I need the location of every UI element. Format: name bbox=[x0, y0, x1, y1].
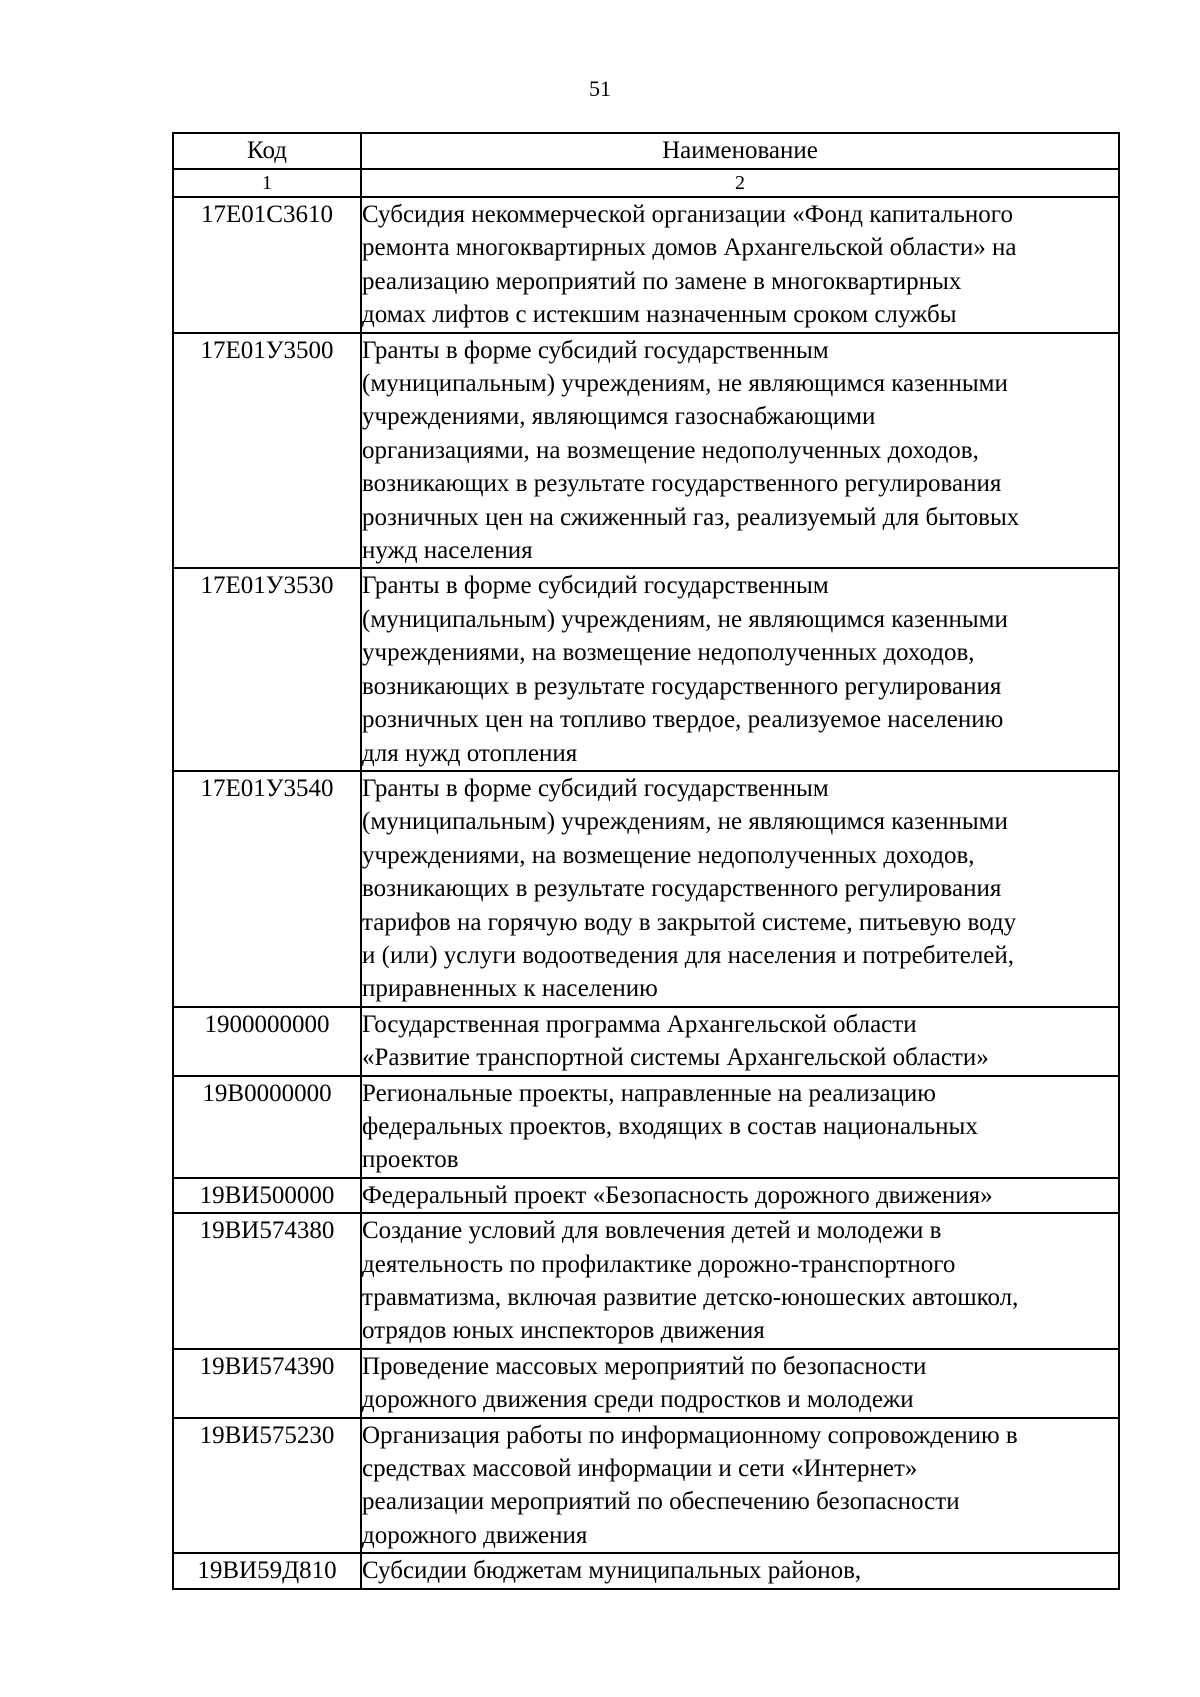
header-name: Наименование bbox=[361, 133, 1119, 169]
row-name-line: учреждениями, на возмещение недополученных доходов, bbox=[362, 639, 975, 667]
row-name bbox=[361, 1213, 1119, 1349]
column-number-row bbox=[173, 169, 1119, 197]
row-name-line: учреждениями, являющимся газоснабжающими bbox=[362, 403, 876, 431]
row-name-line: реализации мероприятий по обеспечению безопасности bbox=[362, 1488, 960, 1516]
row-name-line: отрядов юных инспекторов движения bbox=[362, 1317, 765, 1345]
row-name-line: деятельность по профилактике дорожно-транспортного bbox=[362, 1250, 956, 1278]
table-row bbox=[173, 197, 1119, 333]
row-code: 19ВИ574380 bbox=[173, 1213, 361, 1349]
row-name-line: средствах массовой информации и сети «Интернет» bbox=[362, 1455, 918, 1483]
table-row bbox=[173, 1418, 1119, 1554]
table-row bbox=[173, 771, 1119, 1007]
row-name-line: Федеральный проект «Безопасность дорожного движения» bbox=[362, 1181, 993, 1209]
row-name-line: «Развитие транспортной системы Архангельской области» bbox=[362, 1044, 989, 1072]
row-name bbox=[361, 1418, 1119, 1554]
row-code: 19ВИ575230 bbox=[173, 1418, 361, 1554]
row-name-line: приравненных к населению bbox=[362, 975, 658, 1003]
row-name bbox=[361, 1007, 1119, 1076]
column-number-code: 1 bbox=[173, 169, 361, 197]
row-name-line: реализацию мероприятий по замене в многоквартирных bbox=[362, 267, 962, 295]
row-name-line: тарифов на горячую воду в закрытой системе, питьевую воду bbox=[362, 908, 1017, 936]
page-number: 51 bbox=[589, 76, 611, 101]
row-name bbox=[361, 568, 1119, 770]
row-name-line: розничных цен на топливо твердое, реализуемое населению bbox=[362, 706, 1004, 734]
column-number-name: 2 bbox=[361, 169, 1119, 197]
row-code: 17Е01У3500 bbox=[173, 333, 361, 569]
row-name-line: для нужд отопления bbox=[362, 739, 578, 767]
table-row bbox=[173, 333, 1119, 569]
row-code: 19ВИ574390 bbox=[173, 1349, 361, 1418]
row-name-line: учреждениями, на возмещение недополученных доходов, bbox=[362, 841, 975, 869]
row-name bbox=[361, 197, 1119, 333]
row-name-line: и (или) услуги водоотведения для населения и потребителей, bbox=[362, 941, 1015, 969]
row-name bbox=[361, 771, 1119, 1007]
row-name-line: проектов bbox=[362, 1146, 459, 1174]
row-name-line: дорожного движения bbox=[362, 1521, 588, 1549]
row-name-line: возникающих в результате государственного регулирования bbox=[362, 672, 1002, 700]
row-name-line: дорожного движения среди подростков и молодежи bbox=[362, 1386, 914, 1414]
row-name-line: Гранты в форме субсидий государственным bbox=[362, 572, 829, 600]
row-code: 19В0000000 bbox=[173, 1076, 361, 1178]
row-name-line: (муниципальным) учреждениям, не являющимся казенными bbox=[362, 605, 1008, 633]
row-name-line: нужд населения bbox=[362, 537, 533, 565]
row-code: 19ВИ500000 bbox=[173, 1178, 361, 1213]
row-name bbox=[361, 1076, 1119, 1178]
row-name-line: Гранты в форме субсидий государственным bbox=[362, 336, 829, 364]
table-row bbox=[173, 1007, 1119, 1076]
row-name-line: организациями, на возмещение недополученных доходов, bbox=[362, 436, 979, 464]
row-name-line: Проведение массовых мероприятий по безопасности bbox=[362, 1352, 927, 1380]
row-name-line: федеральных проектов, входящих в состав национальных bbox=[362, 1112, 978, 1140]
row-code: 17Е01У3530 bbox=[173, 568, 361, 770]
row-name-line: ремонта многоквартирных домов Архангельской области» на bbox=[362, 234, 1017, 262]
row-name-line: домах лифтов с истекшим назначенным сроком службы bbox=[362, 301, 957, 329]
row-name-line: Создание условий для вовлечения детей и молодежи в bbox=[362, 1217, 942, 1245]
row-name-line: травматизма, включая развитие детско-юношеских автошкол, bbox=[362, 1284, 1019, 1311]
row-name-line: (муниципальным) учреждениям, не являющимся казенными bbox=[362, 808, 1008, 836]
row-name-line: Государственная программа Архангельской области bbox=[362, 1010, 917, 1038]
row-name-line: возникающих в результате государственного регулирования bbox=[362, 875, 1002, 903]
table-body bbox=[173, 169, 1119, 1589]
header-code: Код bbox=[173, 133, 361, 169]
row-name-line: возникающих в результате государственного регулирования bbox=[362, 470, 1002, 498]
row-name-line: розничных цен на сжиженный газ, реализуемый для бытовых bbox=[362, 503, 1020, 531]
row-name-line: Региональные проекты, направленные на реализацию bbox=[362, 1079, 936, 1107]
row-name bbox=[361, 1553, 1119, 1588]
row-name-line: Субсидия некоммерческой организации «Фонд капитального bbox=[362, 201, 1013, 228]
table-row bbox=[173, 568, 1119, 770]
row-code: 17Е01У3540 bbox=[173, 771, 361, 1007]
table-row bbox=[173, 1076, 1119, 1178]
row-name-line: Гранты в форме субсидий государственным bbox=[362, 774, 829, 802]
budget-code-table bbox=[172, 132, 1120, 1590]
row-name-line: Субсидии бюджетам муниципальных районов, bbox=[362, 1557, 862, 1585]
row-name-line: Организация работы по информационному сопровождению в bbox=[362, 1421, 1018, 1449]
row-code: 1900000000 bbox=[173, 1007, 361, 1076]
row-name bbox=[361, 333, 1119, 569]
table-row bbox=[173, 1349, 1119, 1418]
row-name-line: (муниципальным) учреждениям, не являющимся казенными bbox=[362, 370, 1008, 398]
table-row bbox=[173, 1213, 1119, 1349]
row-code: 19ВИ59Д810 bbox=[173, 1553, 361, 1588]
row-code: 17Е01С3610 bbox=[173, 197, 361, 333]
row-name bbox=[361, 1349, 1119, 1418]
row-name bbox=[361, 1178, 1119, 1213]
header-row bbox=[173, 133, 1119, 169]
table-row bbox=[173, 1553, 1119, 1588]
table-row bbox=[173, 1178, 1119, 1213]
